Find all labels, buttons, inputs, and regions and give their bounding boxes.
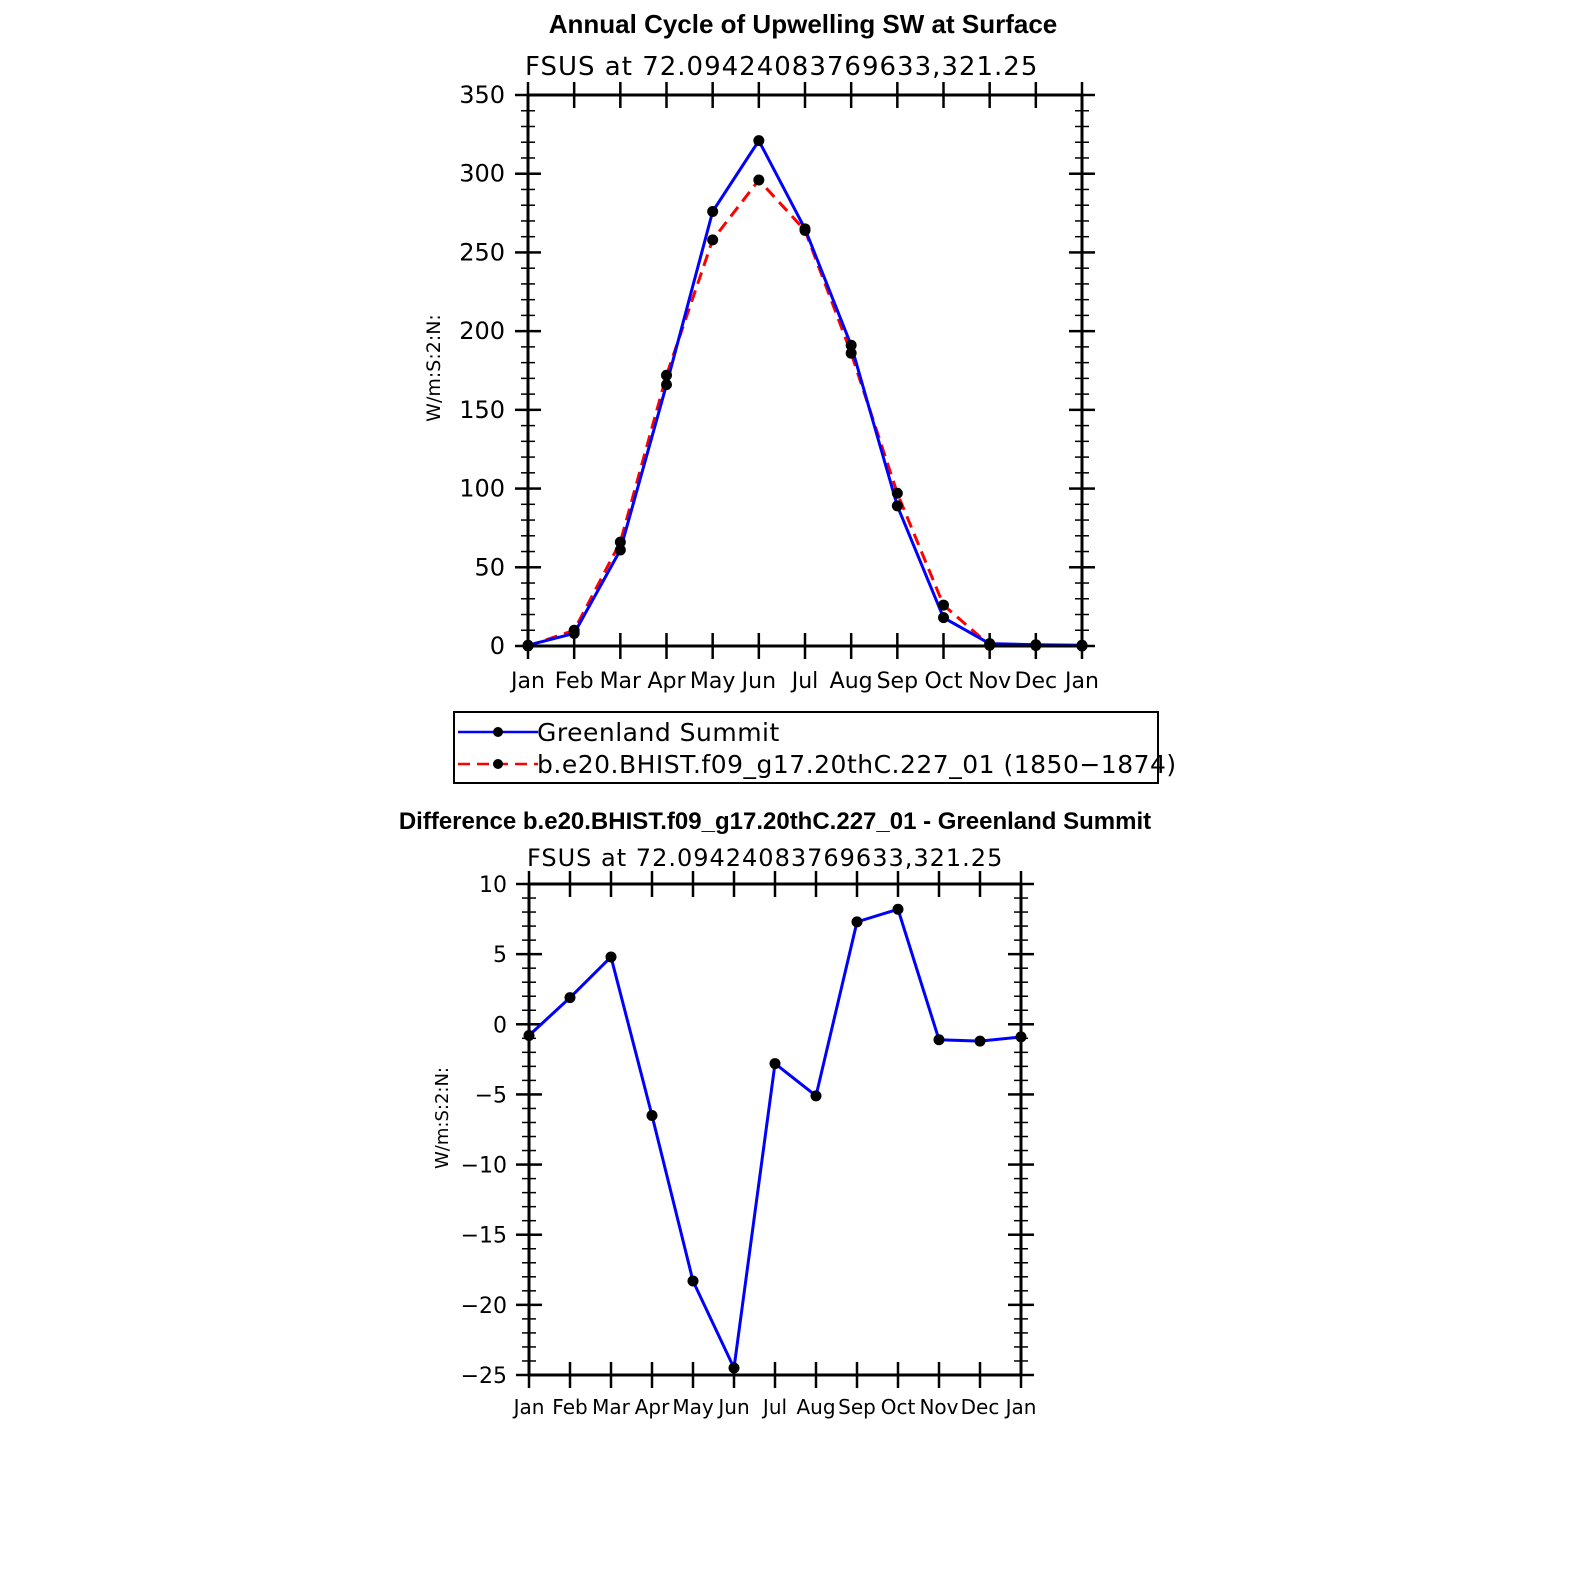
x-tick-label: Aug <box>796 1395 836 1419</box>
x-tick-label: Jun <box>718 1395 750 1419</box>
y-tick-label: −15 <box>460 1223 507 1249</box>
x-tick-label: Jan <box>513 1395 545 1419</box>
data-point <box>938 612 949 623</box>
y-tick-label: 100 <box>459 474 505 503</box>
x-tick-labels <box>512 1395 1037 1419</box>
series-line <box>529 909 1021 1368</box>
x-tick-label: Oct <box>880 1395 916 1419</box>
x-tick-label: Sep <box>876 669 919 694</box>
data-point <box>938 600 949 611</box>
y-tick-label: 150 <box>459 395 505 424</box>
data-point <box>661 379 672 390</box>
data-point <box>707 206 718 217</box>
x-tick-label: Jan <box>1065 669 1099 694</box>
y-tick-labels <box>459 81 505 660</box>
legend-entry-bhist <box>458 750 1177 779</box>
x-tick-label: Mar <box>592 1395 630 1419</box>
y-tick-label: 350 <box>459 81 505 109</box>
y-tick-label: 0 <box>493 1013 507 1039</box>
series-line <box>528 141 1082 646</box>
x-tick-label: Aug <box>829 669 873 694</box>
series-group <box>524 904 1027 1374</box>
legend <box>454 712 1177 783</box>
x-tick-label: Nov <box>919 1395 959 1419</box>
x-tick-label: Feb <box>554 669 594 694</box>
y-tick-label: 300 <box>459 159 505 188</box>
data-point <box>811 1090 822 1101</box>
legend-label: Greenland Summit <box>537 718 780 747</box>
y-tick-label: −25 <box>460 1364 507 1389</box>
y-tick-label: 50 <box>474 553 505 582</box>
data-point <box>846 348 857 359</box>
legend-marker <box>493 759 503 769</box>
series-line <box>528 180 1082 646</box>
data-point <box>753 135 764 146</box>
x-tick-label: Sep <box>838 1395 876 1419</box>
chart-title: Annual Cycle of Upwelling SW at Surface <box>548 9 1058 39</box>
x-tick-label: Feb <box>552 1395 588 1419</box>
y-tick-label: 0 <box>489 632 505 660</box>
plot-frame <box>529 884 1021 1375</box>
legend-label: b.e20.BHIST.f09_g17.20thC.227_01 (1850−1874) <box>537 750 1177 779</box>
data-point <box>893 904 904 915</box>
x-tick-label: Mar <box>599 669 642 694</box>
data-point <box>800 225 811 236</box>
x-tick-label: Jan <box>511 669 545 694</box>
data-point <box>975 1036 986 1047</box>
data-point <box>647 1110 658 1121</box>
data-point <box>688 1276 699 1287</box>
x-tick-label: Jan <box>1005 1395 1037 1419</box>
y-tick-label: −20 <box>460 1293 507 1319</box>
x-tick-label: Jun <box>741 669 777 694</box>
data-point <box>569 625 580 636</box>
annual-cycle-chart <box>423 9 1099 694</box>
data-point <box>565 992 576 1003</box>
axes-ticks <box>516 871 1034 1388</box>
x-tick-label: Jul <box>791 669 819 694</box>
x-tick-labels <box>509 669 1099 694</box>
x-tick-label: May <box>672 1395 714 1419</box>
y-tick-label: 10 <box>479 873 507 898</box>
y-tick-label: 5 <box>493 943 507 969</box>
x-tick-label: Dec <box>960 1395 1000 1419</box>
data-point <box>753 175 764 186</box>
data-point <box>729 1362 740 1373</box>
x-tick-label: Oct <box>924 669 963 694</box>
data-point <box>892 500 903 511</box>
y-tick-labels <box>461 873 507 1389</box>
data-point <box>615 537 626 548</box>
data-point <box>770 1058 781 1069</box>
y-tick-label: −10 <box>460 1153 507 1179</box>
data-point <box>934 1034 945 1045</box>
y-axis-label: W/m:S:2:N: <box>423 314 445 422</box>
x-tick-label: Jul <box>762 1395 788 1419</box>
chart-subtitle: FSUS at 72.09424083769633,321.25 <box>525 52 1039 82</box>
x-tick-label: Apr <box>647 669 686 694</box>
y-tick-label: 250 <box>459 238 505 267</box>
series-group <box>523 135 1088 651</box>
data-point <box>852 916 863 927</box>
x-tick-label: Dec <box>1014 669 1058 694</box>
difference-chart <box>399 808 1151 1419</box>
x-tick-label: May <box>689 669 736 694</box>
plot-frame <box>528 95 1082 646</box>
x-tick-label: Apr <box>634 1395 670 1419</box>
chart-title: Difference b.e20.BHIST.f09_g17.20thC.227_01 - Greenland Summit <box>398 808 1152 835</box>
axes-ticks <box>515 82 1095 659</box>
y-tick-label: −5 <box>474 1083 507 1109</box>
data-point <box>892 488 903 499</box>
data-point <box>661 370 672 381</box>
legend-marker <box>493 727 503 737</box>
y-axis-label: W/m:S:2:N: <box>432 1067 453 1169</box>
chart-subtitle: FSUS at 72.09424083769633,321.25 <box>527 844 1004 872</box>
data-point <box>707 234 718 245</box>
y-tick-label: 200 <box>459 317 505 346</box>
x-tick-label: Nov <box>968 669 1012 694</box>
data-point <box>606 951 617 962</box>
